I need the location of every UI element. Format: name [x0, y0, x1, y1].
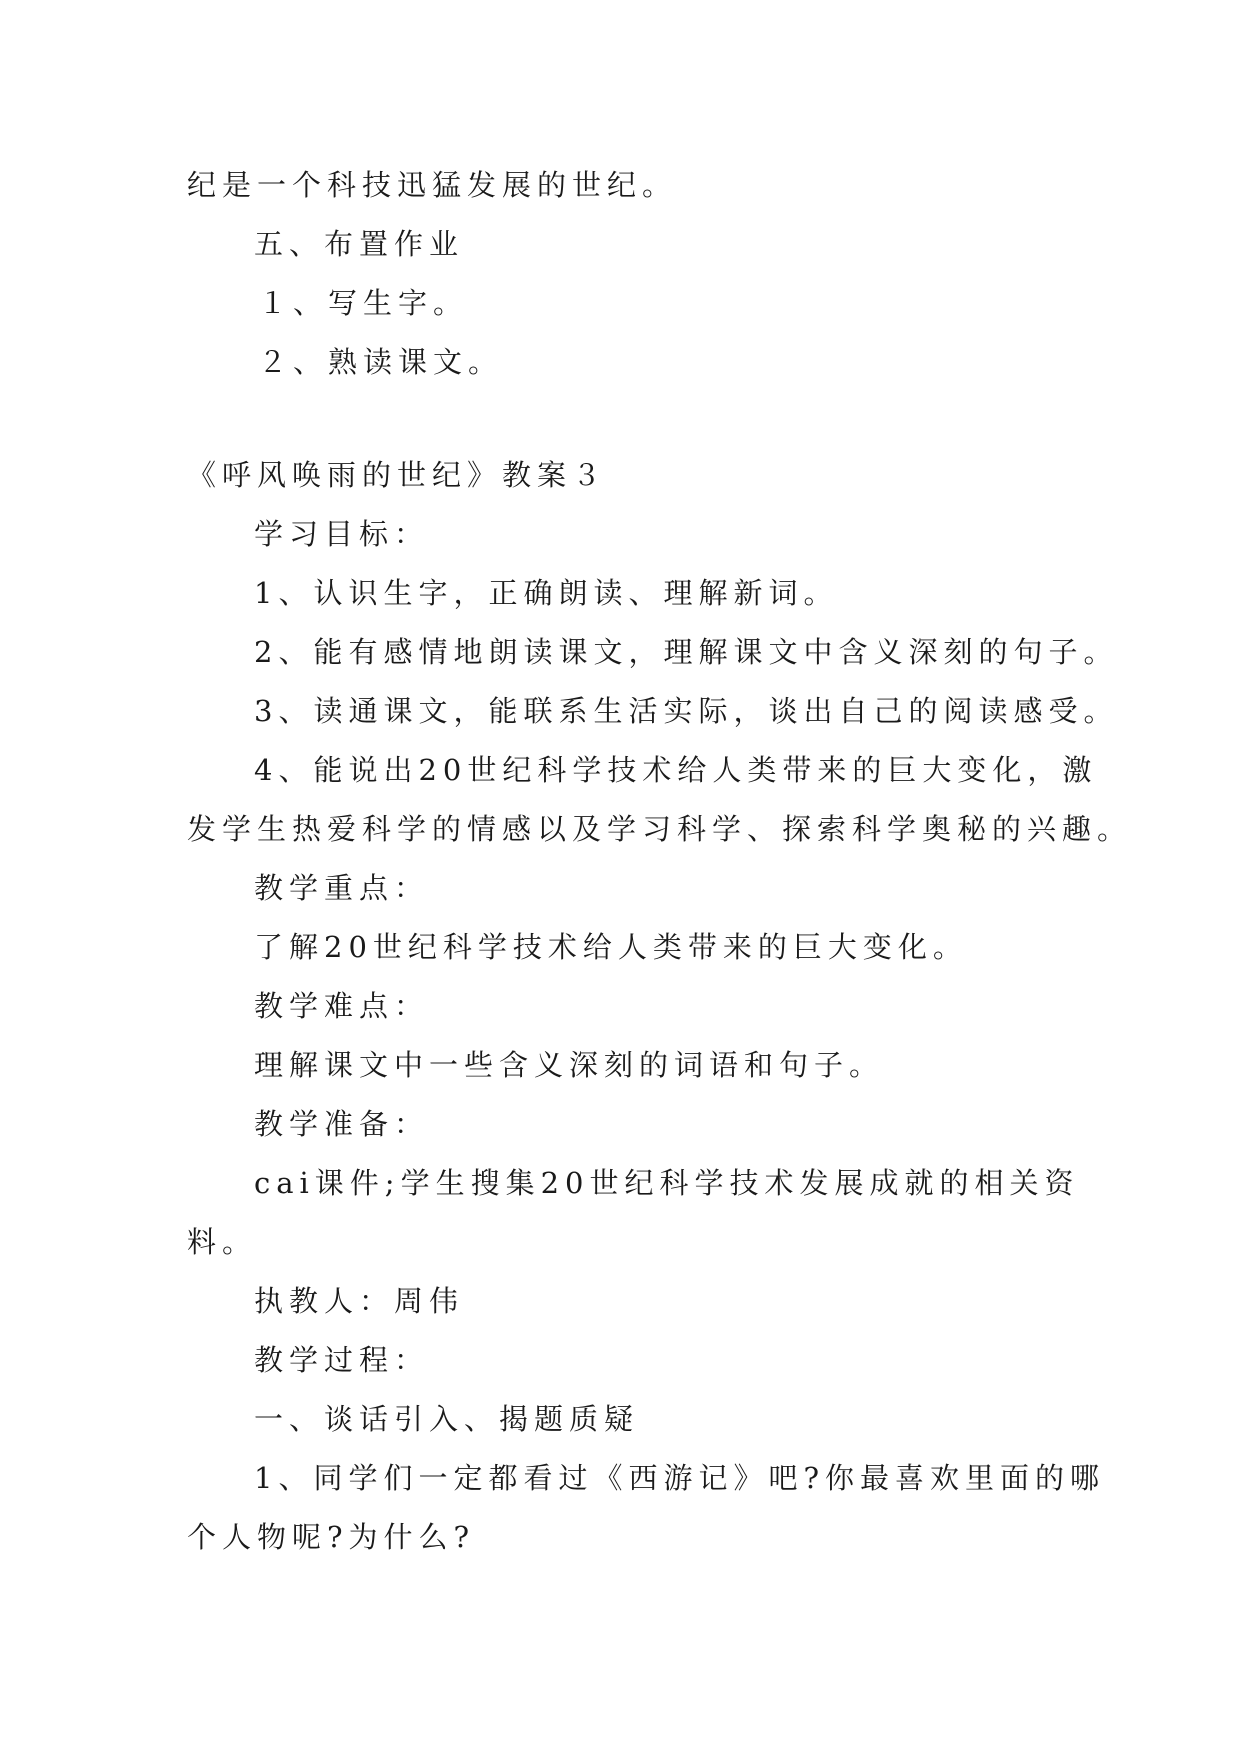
- process-step-1-question: 1、同学们一定都看过《西游记》吧?你最喜欢里面的哪: [254, 1461, 1105, 1495]
- heading-teaching-difficulty: 教学难点：: [254, 989, 430, 1023]
- goal-item-1: 1、认识生字，正确朗读、理解新词。: [254, 576, 839, 610]
- goal-item-4-continuation: 发学生热爱科学的情感以及学习科学、探索科学奥秘的兴趣。: [187, 812, 1133, 846]
- heading-teaching-focus: 教学重点：: [254, 871, 430, 905]
- goal-item-3: 3、读通课文，能联系生活实际，谈出自己的阅读感受。: [254, 694, 1119, 728]
- teaching-difficulty-text: 理解课文中一些含义深刻的词语和句子。: [254, 1048, 885, 1082]
- goal-item-2: 2、能有感情地朗读课文，理解课文中含义深刻的句子。: [254, 635, 1119, 669]
- section-heading-homework: 五、布置作业: [254, 227, 465, 261]
- teaching-preparation-text: cai课件;学生搜集20世纪科学技术发展成就的相关资: [254, 1166, 1080, 1200]
- process-step-1-heading: 一、谈话引入、揭题质疑: [254, 1402, 640, 1436]
- teacher-name: 执教人：周伟: [254, 1284, 465, 1318]
- process-step-1-question-continuation: 个人物呢?为什么?: [187, 1520, 476, 1554]
- heading-teaching-process: 教学过程：: [254, 1343, 430, 1377]
- goal-item-4: 4、能说出20世纪科学技术给人类带来的巨大变化，激: [254, 753, 1098, 787]
- homework-item-2: ２、熟读课文。: [258, 345, 504, 379]
- teaching-focus-text: 了解20世纪科学技术给人类带来的巨大变化。: [254, 930, 968, 964]
- homework-item-1: １、写生字。: [258, 286, 469, 320]
- heading-teaching-preparation: 教学准备：: [254, 1107, 430, 1141]
- paragraph-continuation: 纪是一个科技迅猛发展的世纪。: [187, 168, 678, 202]
- teaching-preparation-continuation: 料。: [187, 1225, 258, 1259]
- heading-learning-goals: 学习目标：: [254, 517, 430, 551]
- lesson-plan-title: 《呼风唤雨的世纪》教案３: [187, 458, 608, 492]
